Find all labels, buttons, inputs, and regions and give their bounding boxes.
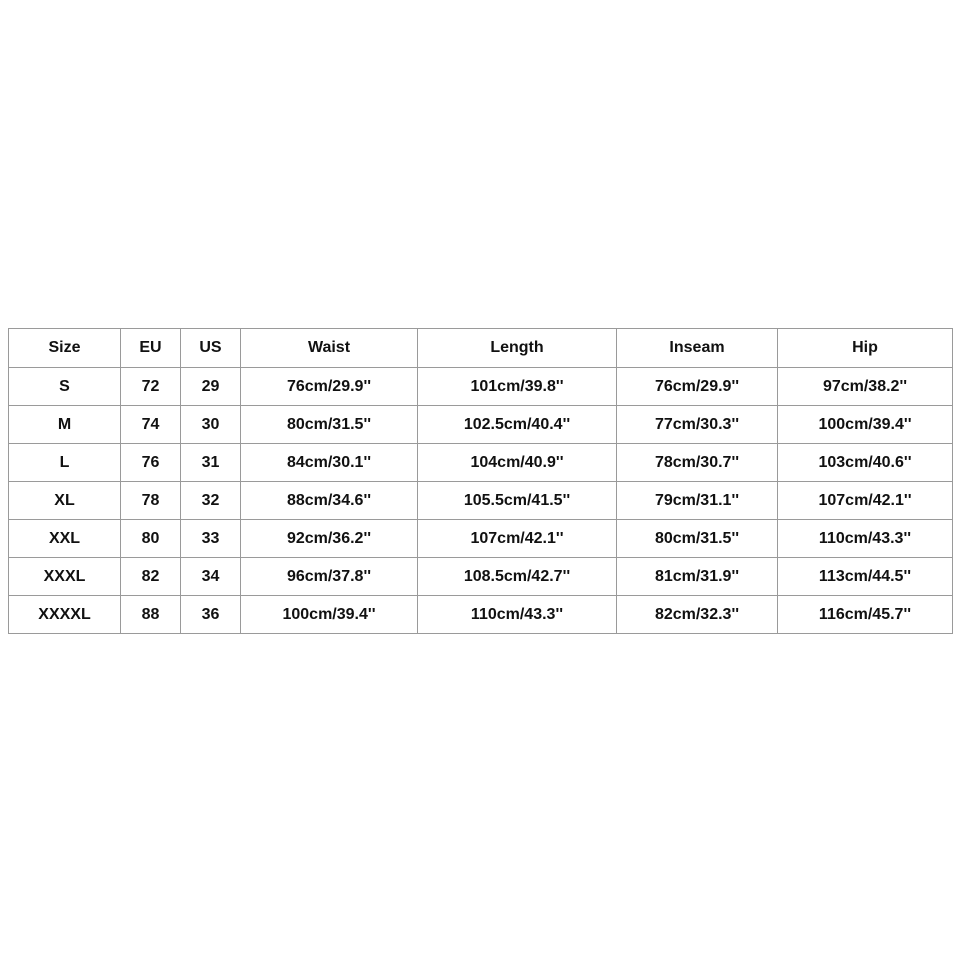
table-row xyxy=(9,368,953,406)
cell-waist: 80cm/31.5'' xyxy=(241,406,418,444)
cell-size: XXXL xyxy=(9,558,121,596)
cell-hip: 103cm/40.6'' xyxy=(778,444,953,482)
cell-waist: 84cm/30.1'' xyxy=(241,444,418,482)
cell-inseam: 82cm/32.3'' xyxy=(617,596,778,634)
cell-inseam: 78cm/30.7'' xyxy=(617,444,778,482)
cell-length: 104cm/40.9'' xyxy=(418,444,617,482)
cell-us: 31 xyxy=(181,444,241,482)
cell-size: XL xyxy=(9,482,121,520)
cell-eu: 74 xyxy=(121,406,181,444)
cell-inseam: 79cm/31.1'' xyxy=(617,482,778,520)
table-row xyxy=(9,596,953,634)
header-length: Length xyxy=(418,329,617,368)
cell-size: M xyxy=(9,406,121,444)
cell-size: S xyxy=(9,368,121,406)
cell-waist: 96cm/37.8'' xyxy=(241,558,418,596)
cell-us: 34 xyxy=(181,558,241,596)
cell-length: 107cm/42.1'' xyxy=(418,520,617,558)
cell-waist: 88cm/34.6'' xyxy=(241,482,418,520)
cell-hip: 113cm/44.5'' xyxy=(778,558,953,596)
cell-inseam: 80cm/31.5'' xyxy=(617,520,778,558)
cell-eu: 80 xyxy=(121,520,181,558)
cell-us: 29 xyxy=(181,368,241,406)
table-row xyxy=(9,406,953,444)
table-body xyxy=(9,368,953,634)
header-size: Size xyxy=(9,329,121,368)
cell-length: 110cm/43.3'' xyxy=(418,596,617,634)
header-hip: Hip xyxy=(778,329,953,368)
cell-eu: 82 xyxy=(121,558,181,596)
cell-hip: 110cm/43.3'' xyxy=(778,520,953,558)
cell-us: 36 xyxy=(181,596,241,634)
table-row xyxy=(9,558,953,596)
cell-inseam: 77cm/30.3'' xyxy=(617,406,778,444)
cell-eu: 76 xyxy=(121,444,181,482)
cell-size: XXL xyxy=(9,520,121,558)
table-row xyxy=(9,482,953,520)
cell-hip: 100cm/39.4'' xyxy=(778,406,953,444)
cell-eu: 88 xyxy=(121,596,181,634)
cell-waist: 76cm/29.9'' xyxy=(241,368,418,406)
cell-eu: 72 xyxy=(121,368,181,406)
header-waist: Waist xyxy=(241,329,418,368)
cell-inseam: 81cm/31.9'' xyxy=(617,558,778,596)
table-row xyxy=(9,444,953,482)
cell-size: XXXXL xyxy=(9,596,121,634)
header-row xyxy=(9,329,953,368)
cell-size: L xyxy=(9,444,121,482)
cell-eu: 78 xyxy=(121,482,181,520)
cell-waist: 92cm/36.2'' xyxy=(241,520,418,558)
cell-length: 108.5cm/42.7'' xyxy=(418,558,617,596)
header-eu: EU xyxy=(121,329,181,368)
header-us: US xyxy=(181,329,241,368)
header-inseam: Inseam xyxy=(617,329,778,368)
cell-waist: 100cm/39.4'' xyxy=(241,596,418,634)
cell-us: 30 xyxy=(181,406,241,444)
cell-length: 105.5cm/41.5'' xyxy=(418,482,617,520)
cell-length: 102.5cm/40.4'' xyxy=(418,406,617,444)
cell-us: 33 xyxy=(181,520,241,558)
cell-us: 32 xyxy=(181,482,241,520)
cell-inseam: 76cm/29.9'' xyxy=(617,368,778,406)
cell-length: 101cm/39.8'' xyxy=(418,368,617,406)
size-chart-table xyxy=(8,328,953,634)
table-row xyxy=(9,520,953,558)
table-header xyxy=(9,329,953,368)
cell-hip: 97cm/38.2'' xyxy=(778,368,953,406)
cell-hip: 116cm/45.7'' xyxy=(778,596,953,634)
cell-hip: 107cm/42.1'' xyxy=(778,482,953,520)
